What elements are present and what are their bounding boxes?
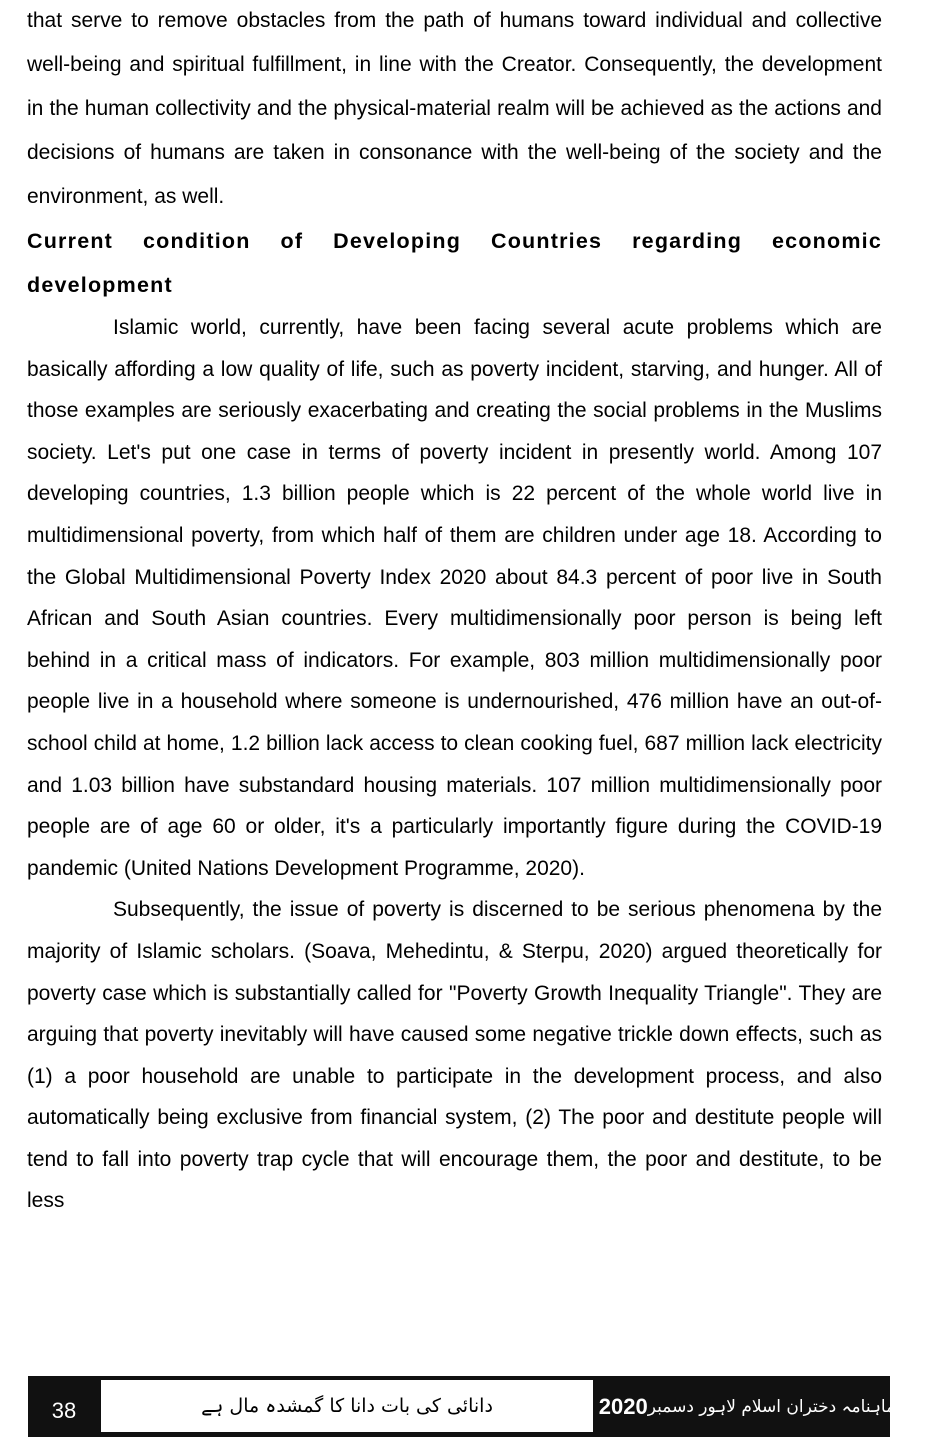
footer-motto: دانائی کی بات دانا کا گمشدہ مال ہے bbox=[201, 1395, 493, 1417]
page-footer bbox=[28, 1376, 896, 1437]
body-paragraph-1: Islamic world, currently, have been facing several acute problems which are basically affording a low quality of life, such as poverty incident, starving, and hunger. All of those examples are seriously exacerbating and creating the social problems in the Muslims society. Let's put one case in terms of poverty incident in presently world. Among 107 developing countries, 1.3 billion people which is 22 percent of the whole world live in multidimensional poverty, from which half of them are children under age 18. According to the Global Multidimensional Poverty Index 2020 about 84.3 percent of poor live in South African and South Asian countries. Every multidimensionally poor person is being left behind in a critical mass of indicators. For example, 803 million multidimensionally poor people live in a household where someone is undernourished, 476 million have an out-of-school child at home, 1.2 billion lack access to clean cooking fuel, 687 million lack electricity and 1.03 billion have substandard housing materials. 107 million multidimensionally poor people are of age 60 or older, it's a particularly importantly figure during the COVID-19 pandemic (United Nations Development Programme, 2020). bbox=[27, 316, 882, 880]
page-number: 38 bbox=[51, 1398, 77, 1423]
section-heading: Current condition of Developing Countries regarding economic development bbox=[27, 229, 882, 297]
footer-motto-box bbox=[100, 1379, 594, 1433]
article-body bbox=[27, 0, 882, 1222]
journal-name: ماہنامہ دختران اسلام لاہور دسمبر bbox=[647, 1397, 896, 1417]
journal-year: 2020 bbox=[598, 1393, 648, 1419]
body-paragraph-2: Subsequently, the issue of poverty is discerned to be serious phenomena by the majority of Islamic scholars. (Soava, Mehedintu, & Sterpu, 2020) argued theoretically for poverty case which is substantially called for "Poverty Growth Inequality Triangle". They are arguing that poverty inevitably will have caused some negative trickle down effects, such as (1) a poor household are unable to participate in the development process, and also automatically being exclusive from financial system, (2) The poor and destitute people will tend to fall into poverty trap cycle that will encourage them, the poor and destitute, to be less bbox=[27, 898, 882, 1213]
journal-title bbox=[598, 1376, 896, 1437]
intro-paragraph: that serve to remove obstacles from the path of humans toward individual and collective well-being and spiritual fulfillment, in line with the Creator. Consequently, the development in the human collectivity and the physical-material realm will be achieved as the actions and decisions of humans are taken in consonance with the well-being of the society and the environment, as well. bbox=[27, 9, 882, 208]
